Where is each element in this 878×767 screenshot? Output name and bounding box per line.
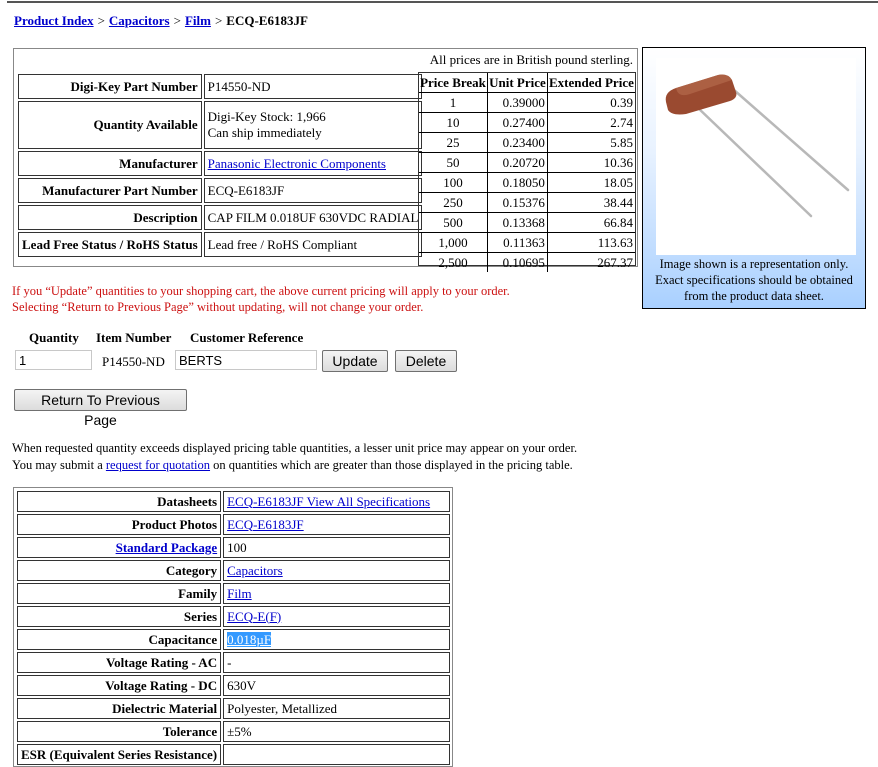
attribute-value (223, 744, 450, 765)
pricing-warning (12, 283, 510, 315)
note-text: You may submit a (12, 458, 106, 472)
info-row-quantity (18, 101, 422, 149)
attribute-value (223, 583, 450, 604)
disclaimer-line: from the product data sheet. (684, 289, 824, 303)
extended-price: 267.37 (597, 254, 633, 270)
info-value: P14550-ND (204, 74, 423, 99)
breadcrumb-separator: > (97, 13, 105, 28)
extended-price: 66.84 (547, 213, 635, 233)
capacitor-image (656, 58, 856, 255)
attribute-row (17, 560, 450, 581)
quantity-header: Quantity (29, 330, 79, 345)
extended-price: 38.44 (547, 193, 635, 213)
attribute-link[interactable]: Capacitors (227, 562, 283, 578)
unit-price: 0.39000 (488, 93, 548, 113)
image-disclaimer (643, 256, 865, 304)
price-break: 25 (419, 133, 488, 153)
pricing-row (419, 193, 635, 213)
attribute-value: 630V (223, 675, 450, 696)
attribute-label: Category (17, 560, 221, 581)
info-label: Digi-Key Part Number (18, 74, 202, 99)
attribute-link[interactable]: Film (227, 585, 252, 601)
attribute-label: Capacitance (17, 629, 221, 650)
attribute-row (17, 744, 450, 765)
extended-price: 5.85 (547, 133, 635, 153)
attribute-label (17, 537, 221, 558)
attribute-value (223, 606, 450, 627)
info-value: ECQ-E6183JF (204, 178, 423, 203)
pricing-header: Price Break (419, 73, 488, 93)
attribute-value (223, 514, 450, 535)
price-break: 10 (419, 113, 488, 133)
attribute-label: Voltage Rating - AC (17, 652, 221, 673)
info-value (204, 101, 423, 149)
pricing-table (419, 73, 635, 272)
price-break: 2,500 (419, 253, 488, 273)
attribute-value: Polyester, Metallized (223, 698, 450, 719)
pricing-row (419, 173, 635, 193)
customer-reference-input[interactable] (175, 350, 317, 370)
delete-button[interactable]: Delete (395, 350, 457, 372)
attribute-row (17, 675, 450, 696)
unit-price: 0.27400 (488, 113, 548, 133)
info-row-manufacturer (18, 151, 422, 176)
breadcrumb-film[interactable]: Film (184, 13, 211, 28)
standard-package-link[interactable]: Standard Package (115, 539, 218, 555)
warning-line: Selecting “Return to Previous Page” without updating, will not change your order. (12, 300, 424, 314)
quantity-input[interactable] (15, 350, 92, 370)
ship-line: Can ship immediately (207, 125, 322, 140)
info-row-digikey-part (18, 74, 422, 99)
info-label: Quantity Available (18, 101, 202, 149)
price-break: 50 (419, 153, 488, 173)
quantity-note (12, 440, 577, 474)
attribute-row (17, 606, 450, 627)
selected-text (227, 632, 271, 647)
pricing-row (419, 153, 635, 173)
note-line-1: When requested quantity exceeds displayed pricing table quantities, a lesser unit price may appear on your order. (12, 441, 578, 455)
attribute-label: ESR (Equivalent Series Resistance) (17, 744, 221, 765)
unit-price: 0.15376 (488, 193, 548, 213)
attribute-label: Family (17, 583, 221, 604)
attribute-label: Product Photos (17, 514, 221, 535)
unit-price: 0.23400 (488, 133, 548, 153)
attribute-row (17, 652, 450, 673)
product-info-panel (13, 48, 638, 270)
attribute-value (223, 560, 450, 581)
price-break: 500 (419, 213, 488, 233)
capacitor-lead (734, 90, 848, 190)
info-row-rohs (18, 232, 422, 257)
pricing-row (419, 133, 635, 153)
price-break: 1 (419, 93, 488, 113)
manufacturer-link[interactable]: Panasonic Electronic Components (207, 155, 386, 171)
note-text: on quantities which are greater than those displayed in the pricing table. (210, 458, 573, 472)
info-label: Manufacturer (18, 151, 202, 176)
warning-line: If you “Update” quantities to your shopping cart, the above current pricing will apply to your order. (12, 284, 510, 298)
extended-price: 2.74 (547, 113, 635, 133)
attribute-label: Datasheets (17, 491, 221, 512)
attribute-link[interactable]: ECQ-E6183JF (227, 516, 304, 532)
unit-price: 0.11363 (488, 233, 548, 253)
pricing-row (419, 213, 635, 233)
pricing-header: Unit Price (488, 73, 548, 93)
attribute-value (223, 491, 450, 512)
item-number-header: Item Number (96, 330, 172, 345)
breadcrumb-separator: > (173, 13, 181, 28)
attribute-row (17, 537, 450, 558)
customer-reference-header: Customer Reference (190, 330, 304, 345)
attribute-label: Tolerance (17, 721, 221, 742)
unit-price: 0.20720 (488, 153, 548, 173)
attribute-row (17, 514, 450, 535)
attribute-label: Series (17, 606, 221, 627)
request-quotation-link[interactable]: request for quotation (105, 458, 211, 472)
price-break: 1,000 (419, 233, 488, 253)
breadcrumb (14, 13, 308, 29)
breadcrumb-product-index[interactable]: Product Index (14, 13, 94, 28)
pricing-row (419, 233, 635, 253)
attribute-value (223, 629, 450, 650)
currency-note: All prices are in British pound sterling. (429, 52, 633, 67)
attribute-link[interactable]: ECQ-E6183JF View All Specifications (227, 493, 431, 509)
info-row-mfr-part (18, 178, 422, 203)
product-image-box (642, 47, 866, 309)
attribute-link[interactable]: ECQ-E(F) (227, 608, 282, 624)
attributes-panel (13, 487, 453, 767)
attributes-table (15, 489, 452, 767)
unit-price: 0.13368 (488, 213, 548, 233)
attribute-row (17, 491, 450, 512)
disclaimer-line: Exact specifications should be obtained (655, 273, 853, 287)
pricing-table-panel (418, 72, 636, 270)
info-label: Description (18, 205, 202, 230)
info-label: Lead Free Status / RoHS Status (18, 232, 202, 257)
stock-line: Digi-Key Stock: 1,966 (207, 109, 326, 124)
top-divider (7, 1, 878, 3)
attribute-label: Dielectric Material (17, 698, 221, 719)
update-button[interactable]: Update (322, 350, 388, 372)
attribute-value: - (223, 652, 450, 673)
extended-price: 10.36 (547, 153, 635, 173)
attribute-row (17, 583, 450, 604)
unit-price: 0.18050 (488, 173, 548, 193)
breadcrumb-current: ECQ-E6183JF (226, 13, 308, 28)
attribute-label: Voltage Rating - DC (17, 675, 221, 696)
unit-price: 0.10695 (488, 253, 548, 273)
info-value: CAP FILM 0.018UF 630VDC RADIAL (204, 205, 423, 230)
pricing-row (419, 253, 635, 273)
pricing-row (419, 93, 635, 113)
breadcrumb-separator: > (214, 13, 223, 28)
item-number: P14550-ND (102, 354, 165, 369)
attribute-row (17, 629, 450, 650)
info-label: Manufacturer Part Number (18, 178, 202, 203)
breadcrumb-capacitors[interactable]: Capacitors (108, 13, 170, 28)
price-break: 250 (419, 193, 488, 213)
extended-price: 0.39 (547, 93, 635, 113)
disclaimer-line: Image shown is a representation only. (659, 257, 849, 271)
info-row-description (18, 205, 422, 230)
attribute-row (17, 698, 450, 719)
product-photo (656, 58, 856, 255)
pricing-row (419, 113, 635, 133)
attribute-link[interactable]: 0.018µF (227, 631, 272, 647)
attribute-value: ±5% (223, 721, 450, 742)
attribute-row (17, 721, 450, 742)
pricing-header: Extended Price (547, 73, 635, 93)
capacitor-lead (696, 106, 811, 216)
note-line-2 (12, 457, 577, 474)
extended-price: 18.05 (547, 173, 635, 193)
extended-price: 113.63 (547, 233, 635, 253)
price-break: 100 (419, 173, 488, 193)
info-value (204, 151, 423, 176)
attribute-value: 100 (223, 537, 450, 558)
return-to-previous-page-button[interactable]: Return To Previous Page (14, 389, 187, 411)
product-info-table (16, 72, 424, 259)
pricing-header-row (419, 73, 635, 93)
info-value: Lead free / RoHS Compliant (204, 232, 423, 257)
